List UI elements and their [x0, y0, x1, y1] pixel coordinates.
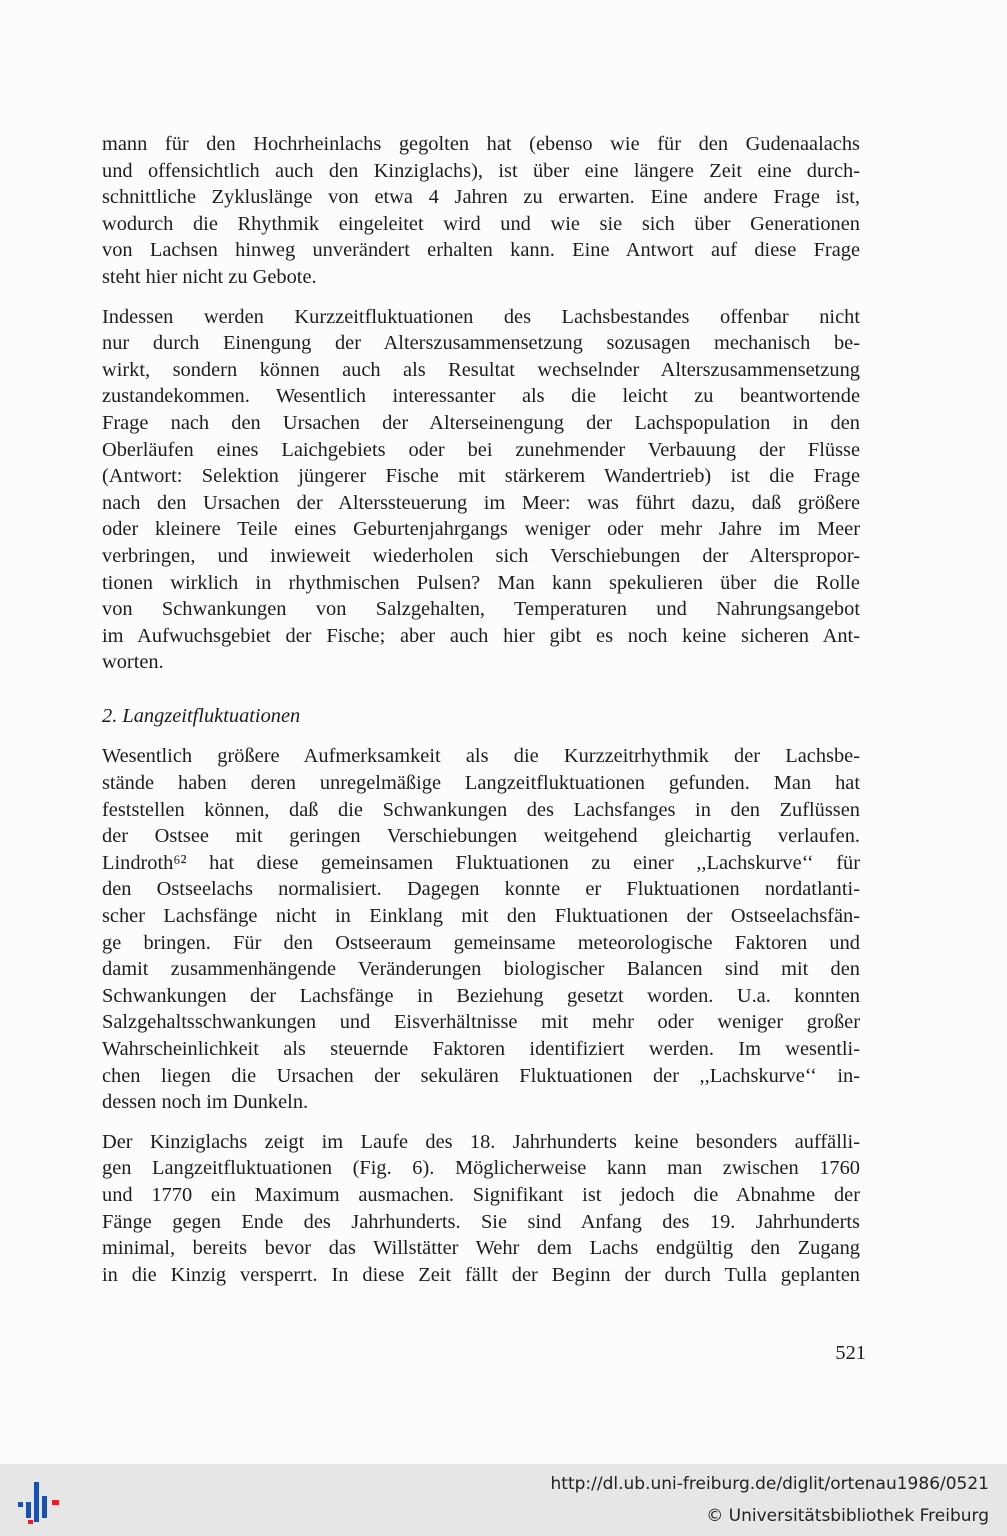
text-line: dessen noch im Dunkeln.: [102, 1091, 309, 1114]
text-line: und offensichtlich auch den Kinziglachs), ist über eine längere Zeit eine durch-: [102, 159, 860, 182]
text-line: den Ostseelachs normalisiert. Dagegen konnte er Fluktuationen nordatlanti-: [102, 878, 860, 901]
text-line: Frage nach den Ursachen der Alterseinengung der Lachspopulation in den: [102, 411, 860, 434]
text-line: Lindroth⁶² hat diese gemeinsamen Fluktuationen zu einer ,,Lachskurve‘‘ für: [102, 851, 860, 874]
text-line: minimal, bereits bevor das Willstätter Wehr dem Lachs endgültig den Zugang: [102, 1237, 860, 1260]
text-line: tionen wirklich in rhythmischen Pulsen? Man kann spekulieren über die Rolle: [102, 571, 860, 594]
text-line: Wesentlich größere Aufmerksamkeit als die Kurzzeitrhythmik der Lachsbe-: [102, 745, 860, 768]
text-line: im Aufwuchsgebiet der Fische; aber auch hier gibt es noch keine sicheren Ant-: [102, 624, 860, 647]
text-line: nur durch Einengung der Alterszusammensetzung sozusagen mechanisch be-: [102, 332, 860, 355]
text-line: zustandekommen. Wesentlich interessanter als die leicht zu beantwortende: [102, 385, 860, 408]
text-line: steht hier nicht zu Gebote.: [102, 265, 317, 288]
text-line: (Antwort: Selektion jüngerer Fische mit stärkerem Wandertrieb) ist die Frage: [102, 465, 860, 488]
text-line: gen Langzeitfluktuationen (Fig. 6). Möglicherweise kann man zwischen 1760: [102, 1157, 860, 1180]
text-line: schnittliche Zykluslänge von etwa 4 Jahren zu erwarten. Eine andere Frage ist,: [102, 186, 860, 209]
text-line: nach den Ursachen der Alterssteuerung im Meer: was führt dazu, daß größere: [102, 491, 860, 514]
text-line: oder kleinere Teile eines Geburtenjahrgangs weniger oder mehr Jahre im Meer: [102, 518, 860, 541]
paragraph-2: [102, 304, 860, 676]
text-line: verbringen, und inwieweit wiederholen sich Verschiebungen der Alterspropor-: [102, 544, 860, 567]
text-line: in die Kinzig versperrt. In diese Zeit fällt der Beginn der durch Tulla geplanten: [102, 1263, 860, 1286]
body-text: [102, 131, 860, 1301]
text-line: wirkt, sondern können auch als Resultat wechselnder Alterszusammensetzung: [102, 358, 860, 381]
text-line: worten.: [102, 651, 164, 674]
text-line: der Ostsee mit geringen Verschiebungen weitgehend gleichartig verlaufen.: [102, 825, 860, 848]
text-line: Indessen werden Kurzzeitfluktuationen des Lachsbestandes offenbar nicht: [102, 305, 860, 328]
page-number: 521: [835, 1342, 866, 1364]
text-line: Salzgehaltsschwankungen und Eisverhältnisse mit mehr oder weniger großer: [102, 1011, 860, 1034]
section-heading: 2. Langzeitfluktuationen: [102, 704, 301, 727]
paragraph-3: [102, 743, 860, 1115]
text-line: feststellen können, daß die Schwankungen des Lachsfanges in den Zuflüssen: [102, 798, 860, 821]
paragraph-1: [102, 131, 860, 291]
text-line: ge bringen. Für den Ostseeraum gemeinsame meteorologische Faktoren und: [102, 931, 860, 954]
text-line: chen liegen die Ursachen der sekulären Fluktuationen der ,,Lachskurve‘‘ in-: [102, 1064, 860, 1087]
text-line: Oberläufen eines Laichgebiets oder bei zunehmender Verbauung der Flüsse: [102, 438, 860, 461]
text-line: Fänge gegen Ende des Jahrhunderts. Sie sind Anfang des 19. Jahrhunderts: [102, 1210, 860, 1233]
text-line: wodurch die Rhythmik eingeleitet wird und wie sie sich über Generationen: [102, 212, 860, 235]
text-line: von Schwankungen von Salzgehalten, Temperaturen und Nahrungsangebot: [102, 598, 860, 621]
text-line: mann für den Hochrheinlachs gegolten hat (ebenso wie für den Gudenaalachs: [102, 133, 860, 155]
footer-bar: [0, 1464, 1007, 1536]
copyright-text: © Universitätsbibliothek Freiburg: [706, 1506, 989, 1526]
source-url-link[interactable]: http://dl.ub.uni-freiburg.de/diglit/ortenau1986/0521: [550, 1474, 989, 1494]
text-line: Wahrscheinlichkeit als steuernde Faktoren identifiziert werden. Im wesentli-: [102, 1038, 860, 1060]
text-line: und 1770 ein Maximum ausmachen. Signifikant ist jedoch die Abnahme der: [102, 1183, 860, 1206]
text-line: damit zusammenhängende Veränderungen biologischer Balancen sind mit den: [102, 958, 860, 981]
paragraph-4: [102, 1129, 860, 1289]
library-logo-icon: [12, 1472, 68, 1528]
text-line: Schwankungen der Lachsfänge in Beziehung gesetzt worden. U.a. konnten: [102, 984, 860, 1007]
text-line: von Lachsen hinweg unverändert erhalten kann. Eine Antwort auf diese Frage: [102, 239, 860, 262]
text-line: Der Kinziglachs zeigt im Laufe des 18. Jahrhunderts keine besonders auffälli-: [102, 1130, 860, 1153]
text-line: stände haben deren unregelmäßige Langzeitfluktuationen gefunden. Man hat: [102, 772, 860, 795]
text-line: scher Lachsfänge nicht in Einklang mit den Fluktuationen der Ostseelachsfän-: [102, 905, 860, 928]
